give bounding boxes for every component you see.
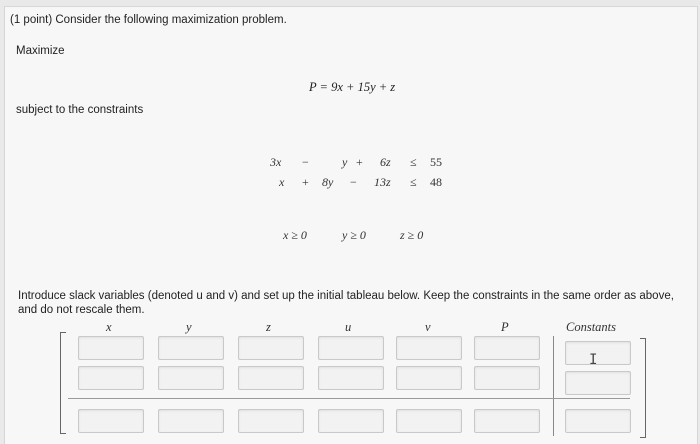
tableau-header-u: u: [345, 320, 352, 334]
tableau-r2-p-input[interactable]: [474, 366, 540, 390]
tableau-right-bracket: [640, 338, 646, 438]
tableau-r2-constants-input[interactable]: [565, 371, 631, 395]
objective-function: P = 9x + 15y + z: [309, 80, 396, 94]
tableau-header-x: x: [106, 320, 112, 334]
c2-op2: −: [350, 175, 357, 189]
instructions-text: Introduce slack variables (denoted u and v) and set up the initial tableau below. Keep the constraints in the same order as above, and do not rescale them.: [18, 290, 674, 316]
maximize-label: Maximize: [16, 45, 65, 57]
tableau-r3-p-input[interactable]: [474, 409, 540, 433]
c1-z: 6z: [380, 155, 391, 169]
tableau-header-constants: Constants: [566, 320, 617, 334]
tableau-r2-v-input[interactable]: [396, 366, 462, 390]
tableau-r3-z-input[interactable]: [238, 409, 304, 433]
nonneg-y: y ≥ 0: [342, 228, 366, 242]
tableau-r1-v-input[interactable]: [396, 336, 462, 360]
tableau-r2-z-input[interactable]: [238, 366, 304, 390]
objective-row-divider: [68, 398, 630, 399]
c2-z: 13z: [374, 175, 391, 189]
c1-op2: +: [356, 155, 363, 169]
nonneg-z: z ≥ 0: [400, 228, 424, 242]
c1-x: 3x: [270, 155, 282, 169]
c2-rel: ≤: [410, 175, 417, 189]
tableau-header-y: y: [186, 320, 192, 334]
tableau-r1-u-input[interactable]: [318, 336, 384, 360]
tableau-r3-v-input[interactable]: [396, 409, 462, 433]
tableau-r2-x-input[interactable]: [78, 366, 144, 390]
c1-y: y: [342, 155, 348, 169]
tableau-left-bracket: [60, 332, 66, 434]
text-cursor-icon: I: [589, 352, 598, 368]
tableau-r1-constants-input[interactable]: [565, 341, 631, 365]
tableau-header-z: z: [266, 320, 271, 334]
c2-y: 8y: [322, 175, 334, 189]
c2-x: x: [279, 175, 285, 189]
nonneg-x: x ≥ 0: [283, 228, 307, 242]
subject-to-label: subject to the constraints: [16, 104, 144, 116]
c1-rel: ≤: [410, 155, 417, 169]
tableau-r1-y-input[interactable]: [158, 336, 224, 360]
tableau-r3-y-input[interactable]: [158, 409, 224, 433]
tableau-r1-x-input[interactable]: [78, 336, 144, 360]
tableau-r2-u-input[interactable]: [318, 366, 384, 390]
tableau-header-v: v: [425, 320, 431, 334]
tableau-r3-x-input[interactable]: [78, 409, 144, 433]
c1-rhs: 55: [430, 155, 442, 169]
tableau-r1-z-input[interactable]: [238, 336, 304, 360]
tableau-r3-constants-input[interactable]: [565, 409, 631, 433]
tableau-header-p: P: [501, 320, 509, 334]
c2-op1: +: [302, 175, 309, 189]
tableau-r2-y-input[interactable]: [158, 366, 224, 390]
c2-rhs: 48: [430, 175, 442, 189]
tableau-r1-p-input[interactable]: [474, 336, 540, 360]
augment-divider: [553, 336, 554, 436]
c1-op1: −: [302, 155, 309, 169]
tableau-r3-u-input[interactable]: [318, 409, 384, 433]
problem-header: (1 point) Consider the following maximization problem.: [10, 14, 287, 26]
